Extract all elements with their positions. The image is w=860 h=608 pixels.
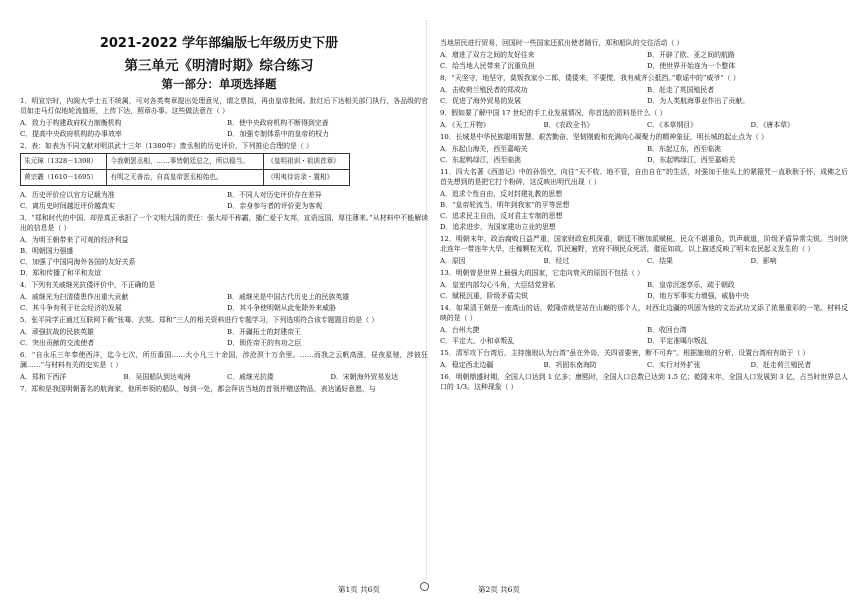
question-stem: 11．四大名著《西游记》中的孙悟空，向往“天不收、地不管，自由自在”的生活，对强加于他头上的紧箍咒一直耿耿于怀，成佛之后首先想到的是把它打个粉碎，这反映出明代出现（ ） <box>440 168 848 186</box>
answer-option: B．“皇帝轮流当，明年到我家”的平等思想 <box>440 201 570 209</box>
document-subtitle: 第三单元《明清时期》综合练习 <box>124 58 314 74</box>
question-item <box>20 96 428 139</box>
answer-option: A．东起山海关，西至嘉峪关 <box>440 145 528 153</box>
answer-option: C．突出贡献的交流使者 <box>20 339 95 347</box>
answer-option: A．增进了双方之间的友好往来 <box>440 51 535 59</box>
question-stem: 4．下列有关戚继光抗倭评价中，不正确的是 <box>20 281 156 289</box>
answer-option: A．为明王朝带来了可观的经济利益 <box>20 236 129 244</box>
question-stem: 10．长城是中华民族聪明智慧、艰苦勤奋、坚韧刚毅和充满向心凝聚力的精神象征，明长城的起止点为（ ） <box>440 133 768 141</box>
right-question-list <box>440 38 848 394</box>
answer-option: B．收回台湾 <box>647 326 687 334</box>
answer-option: C．结果 <box>647 257 673 265</box>
question-stem: 13．明朝曾是世界上最强大的国家，它走向衰灭的原因不包括（ ） <box>440 269 644 277</box>
question-item <box>440 73 848 106</box>
answer-option: B．东起辽东，西至临洮 <box>647 145 721 153</box>
source-table <box>20 153 350 186</box>
answer-option: C．提高中央政府机构的办事效率 <box>20 130 122 138</box>
answer-option: C．促进了海外贸易的发展 <box>440 97 522 105</box>
answer-option: D．使世界开始连为一个整体 <box>647 62 736 70</box>
answer-option: C．戚继光抗倭 <box>227 373 274 381</box>
source-table-cell: 黄宗羲（1610－1695） <box>21 170 107 186</box>
section-heading: 第一部分：单项选择题 <box>161 77 277 91</box>
answer-options <box>440 360 848 370</box>
question-item <box>440 348 848 370</box>
answer-options <box>440 325 848 346</box>
answer-options <box>440 256 848 266</box>
answer-option: D．《唐本草》 <box>750 121 794 129</box>
answer-option: B．开疆拓土的封建帝王 <box>227 328 301 336</box>
source-table-row <box>21 154 350 170</box>
question-item <box>20 141 428 211</box>
answer-option: A．皇室内部勾心斗角，大臣结党营私 <box>440 281 556 289</box>
answer-option: B．赶走了英国殖民者 <box>647 86 715 94</box>
answer-option: C．《本草纲目》 <box>647 121 698 129</box>
answer-option: B．巩固东南海防 <box>543 361 597 369</box>
answer-option: A．历史评价应以官方记载为准 <box>20 191 115 199</box>
answer-option: B．吴国船队到达夷洲 <box>123 373 191 381</box>
answer-option: B．开辟了欧、亚之间的航路 <box>647 51 735 59</box>
question-item <box>440 132 848 165</box>
question-item <box>440 38 848 71</box>
answer-option: D．宋朝海外贸易发达 <box>330 373 399 381</box>
question-stem: 6．“自永乐三年奉使西洋，迄今七次，所历番国……大小凡三十余国，涉沧溟十万余里。……而我之云帆高涨，昼夜星驰，涉彼狂澜……”与材料有关的史实是（ ） <box>20 351 428 369</box>
answer-option: D．为人类航海事业作出了贡献。 <box>647 97 749 105</box>
question-stem: 5．张平同学正通过互联网下载“张骞、玄奘、郑和”三人的相关资料进行专题学习，下列选项符合该专题题目的是（ ） <box>20 316 379 324</box>
answer-option: A．戚继光为扫清倭患作出重大贡献 <box>20 293 129 301</box>
left-question-list <box>20 96 428 396</box>
answer-option: D．其斗争使明朝从此免除外来威胁 <box>227 304 336 312</box>
source-table-cell: 《明夷待访录・置相》 <box>264 170 350 186</box>
answer-option: D．郑和传播了和平和友谊 <box>20 269 102 277</box>
answer-option: D．平定准噶尔叛乱 <box>647 337 708 345</box>
answer-options <box>20 372 428 382</box>
question-stem: 9．假如要了解中国 17 世纪的手工业发展情况，你首选的资料是什么（ ） <box>440 109 667 117</box>
answer-options <box>440 50 848 71</box>
answer-option: C．实行对外扩张 <box>647 361 701 369</box>
answer-option: B．使中央政府机构不断得到完善 <box>227 119 329 127</box>
answer-option: B．不同人对历史评价存在差异 <box>227 191 322 199</box>
answer-option: D．东起鸭绿江，西至嘉峪关 <box>647 156 736 164</box>
answer-options <box>440 85 848 106</box>
answer-option: D．地方军事实力增强，威胁中央 <box>647 292 749 300</box>
page-number-left: 第1页 共6页 <box>338 585 380 594</box>
source-table-row <box>21 170 350 186</box>
question-item <box>440 372 848 392</box>
answer-options <box>20 292 428 313</box>
page-number-right: 第2页 共6页 <box>478 585 520 594</box>
answer-option: A．郑和下西洋 <box>20 373 67 381</box>
answer-option: C．加强了中国同海外各国的友好关系 <box>20 258 136 266</box>
question-item <box>20 280 428 313</box>
answer-option: C．追求民主自由，反对君主专制的思想 <box>440 212 563 220</box>
source-table-cell: 有明之无善治，自高皇帝罢丞相始也。 <box>107 170 264 186</box>
page-right <box>432 0 850 608</box>
answer-options <box>440 189 848 232</box>
answer-option: D．亲身参与者的评价更为客观 <box>227 202 323 210</box>
document-title: 2021-2022 学年部编版七年级历史下册 <box>99 36 339 51</box>
answer-option: D．赶走荷兰殖民者 <box>750 361 812 369</box>
question-item <box>440 167 848 232</box>
question-stem: 7．郑和是我国明朝著名的航海家，他所率领的船队，每到一处，都会拜访当地的首领并赠送物品，表达通好意愿，与 <box>20 385 376 393</box>
answer-option: A．原因 <box>440 257 466 265</box>
answer-option: B．明朝国力强盛 <box>20 247 74 255</box>
answer-options <box>440 280 848 301</box>
answer-option: B．皇帝沉迷享乐，疏于朝政 <box>647 281 735 289</box>
answer-options <box>20 235 428 278</box>
answer-option: B．《农政全书》 <box>543 121 594 129</box>
answer-options <box>440 144 848 165</box>
question-item <box>20 350 428 382</box>
answer-option: B．戚继光是中国古代历史上的民族英雄 <box>227 293 350 301</box>
question-stem: 1．明宣宗时，内阁大学士五不统属，可对各类奏章提出处理意见，谓之票拟，再由皇帝批阅。批红后下达相关部门执行，各品级的官员如走马灯似地轮流值班，上传下达，照章办事。这些做法意在（ ） <box>20 97 428 115</box>
question-stem: 当地居民进行贸易，回国时一些国家还派出使者随行，郑和船队的交往活动（ ） <box>440 39 684 47</box>
answer-option: B．经过 <box>543 257 570 265</box>
answer-option: A．追求个性自由，反对封建礼教的思想 <box>440 190 563 198</box>
question-item <box>440 234 848 266</box>
answer-option: C．赋税沉重，阶级矛盾尖锐 <box>440 292 528 300</box>
answer-option: A．稳定西北边疆 <box>440 361 494 369</box>
source-table-cell: 《皇明祖训・祖训首章》 <box>264 154 350 170</box>
answer-option: D．追求进步，为国家建功立业的思想 <box>440 223 556 231</box>
answer-option: A．台州大捷 <box>440 326 480 334</box>
question-stem: 3．“郑和时代的中国，却是真正承担了一个文明大国的责任：强大却不称霸，播仁爱于友邦，宣语远国，厚往薄来。”从材料中不能解读出的信息是（ ） <box>20 214 428 232</box>
question-stem: 16．明朝鼎盛时期，全国人口达到 1 亿多；康熙时，全国人口总数已达到 1.5 亿；乾隆末年，全国人口发展到 3 亿，占当时世界总人口的 1/3。这种现象（ ） <box>440 373 848 391</box>
source-table-cell: 朱元璋（1328－1398） <box>21 154 107 170</box>
question-stem: 2．表：如表为不同文献对明洪武十三年（1380年）废丞相的历史评价，下列推论合理的是（ ） <box>20 142 313 150</box>
question-item <box>20 315 428 348</box>
question-item <box>440 108 848 130</box>
answer-option: D．影响 <box>750 257 777 265</box>
answer-option: C．离历史时间越近评价越真实 <box>20 202 115 210</box>
answer-options <box>20 327 428 348</box>
answer-options <box>440 120 848 130</box>
question-item <box>440 303 848 346</box>
answer-option: A．致力于构建政府权力制衡机构 <box>20 119 122 127</box>
source-table-cell: 今我朝罢丞相，……事皆朝廷总之，所以稳当。 <box>107 154 264 170</box>
answer-option: D．加强专制体系中的皇帝的权力 <box>227 130 329 138</box>
question-stem: 15．清军攻下台湾后，主持施琅认为台湾“虽在外岛，关四省要害，断不可弃”。根据施琅的分析，设置台湾府有助于（ ） <box>440 349 810 357</box>
page-left <box>10 0 428 608</box>
answer-option: C．平定大、小和卓叛乱 <box>440 337 515 345</box>
question-item <box>20 384 428 394</box>
question-stem: 14．如果清王朝是一座高山的话，乾隆帝就是站在山巅的那个人，对西北边疆的巩固为他的文治武功又添了浓墨重彩的一笔。材料反映的是（ ） <box>440 304 848 322</box>
question-stem: 12．明朝末年，政治腐败日益严重，国家财政危机深重，朝廷不断加派赋税，民众不堪重负，饥声载道，阶级矛盾异常尖锐。当时陕北连年一带连年大旱，庄稼颗粒无收，饥民遍野，官府不顾民众死活，催征如故。以上描述反映了明末农民起义发生的（ ） <box>440 235 848 253</box>
answer-options <box>20 118 428 139</box>
answer-option: C．东起鸭绿江，西至临洮 <box>440 156 522 164</box>
answer-option: C．给当地人民带来了沉重负担 <box>440 62 535 70</box>
question-item <box>20 213 428 278</box>
answer-option: D．锁佐帝王的有功之臣 <box>227 339 302 347</box>
binding-hole-icon <box>420 582 429 591</box>
answer-option: A．《天工开物》 <box>440 121 490 129</box>
answer-option: A．击败荷兰殖民者的郑成功 <box>440 86 528 94</box>
answer-option: C．其斗争有利于社会经济的发展 <box>20 304 122 312</box>
answer-option: A．顽强抗战的民族英雄 <box>20 328 94 336</box>
answer-options <box>20 190 428 211</box>
question-item <box>440 268 848 301</box>
question-stem: 8．“天坚守，地坚守，莫叛我家小二郎，倭倭来，不要慌，我有威齐公抵挡。”歌谣中的“威爷”（ ） <box>440 74 740 82</box>
